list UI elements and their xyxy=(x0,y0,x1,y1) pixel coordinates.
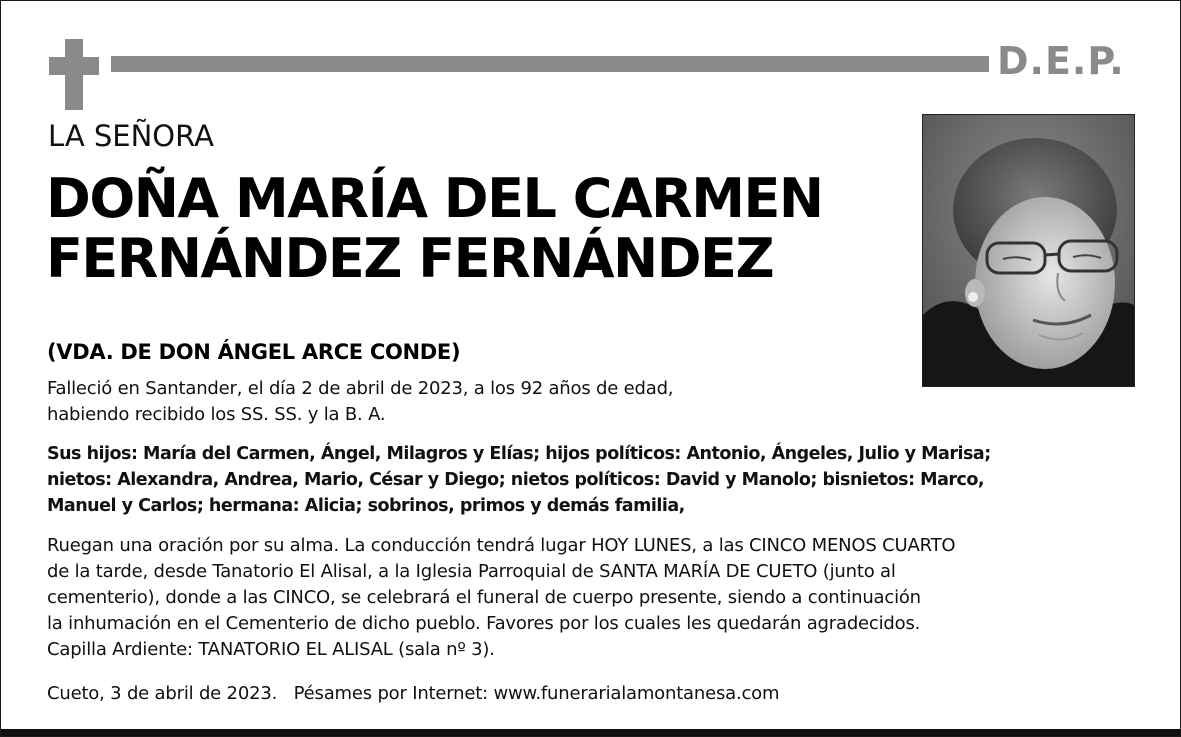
prayer-line-3: cementerio), donde a las CINCO, se celebrará el funeral de cuerpo presente, siendo a continuación xyxy=(47,587,921,608)
widow-of: (VDA. DE DON ÁNGEL ARCE CONDE) xyxy=(47,340,461,364)
deceased-name-line-2: FERNÁNDEZ FERNÁNDEZ xyxy=(46,227,774,290)
prayer-line-5: Capilla Ardiente: TANATORIO EL ALISAL (sala nº 3). xyxy=(47,639,495,660)
prayer-line-1: Ruegan una oración por su alma. La conducción tendrá lugar HOY LUNES, a las CINCO MENOS CUARTO xyxy=(47,535,956,556)
cross-icon xyxy=(49,39,99,110)
family-line-1: Sus hijos: María del Carmen, Ángel, Milagros y Elías; hijos políticos: Antonio, Ángeles, Julio y Marisa; xyxy=(47,444,991,464)
prayer-line-2: de la tarde, desde Tanatorio El Alisal, a la Iglesia Parroquial de SANTA MARÍA DE CUETO (junto al xyxy=(47,561,896,582)
death-info-line-2: habiendo recibido los SS. SS. y la B. A. xyxy=(47,404,386,425)
family-line-3: Manuel y Carlos; hermana: Alicia; sobrinos, primos y demás familia, xyxy=(47,496,685,516)
family-line-2: nietos: Alexandra, Andrea, Mario, César y Diego; nietos políticos: David y Manolo; bisnietos: Marco, xyxy=(47,470,985,490)
honorific: LA SEÑORA xyxy=(48,119,214,153)
portrait-photo xyxy=(922,114,1135,387)
dep-label: D.E.P. xyxy=(997,39,1125,83)
prayer-line-4: la inhumación en el Cementerio de dicho pueblo. Favores por los cuales les quedarán agradecidos. xyxy=(47,613,921,634)
bottom-border xyxy=(1,729,1180,737)
death-info-line-1: Falleció en Santander, el día 2 de abril de 2023, a los 92 años de edad, xyxy=(47,378,674,399)
footer-line: Cueto, 3 de abril de 2023. Pésames por Internet: www.funerarialamontanesa.com xyxy=(47,683,780,704)
deceased-name xyxy=(46,169,823,289)
deceased-name-line-1: DOÑA MARÍA DEL CARMEN xyxy=(46,167,823,230)
header-rule xyxy=(111,56,989,72)
